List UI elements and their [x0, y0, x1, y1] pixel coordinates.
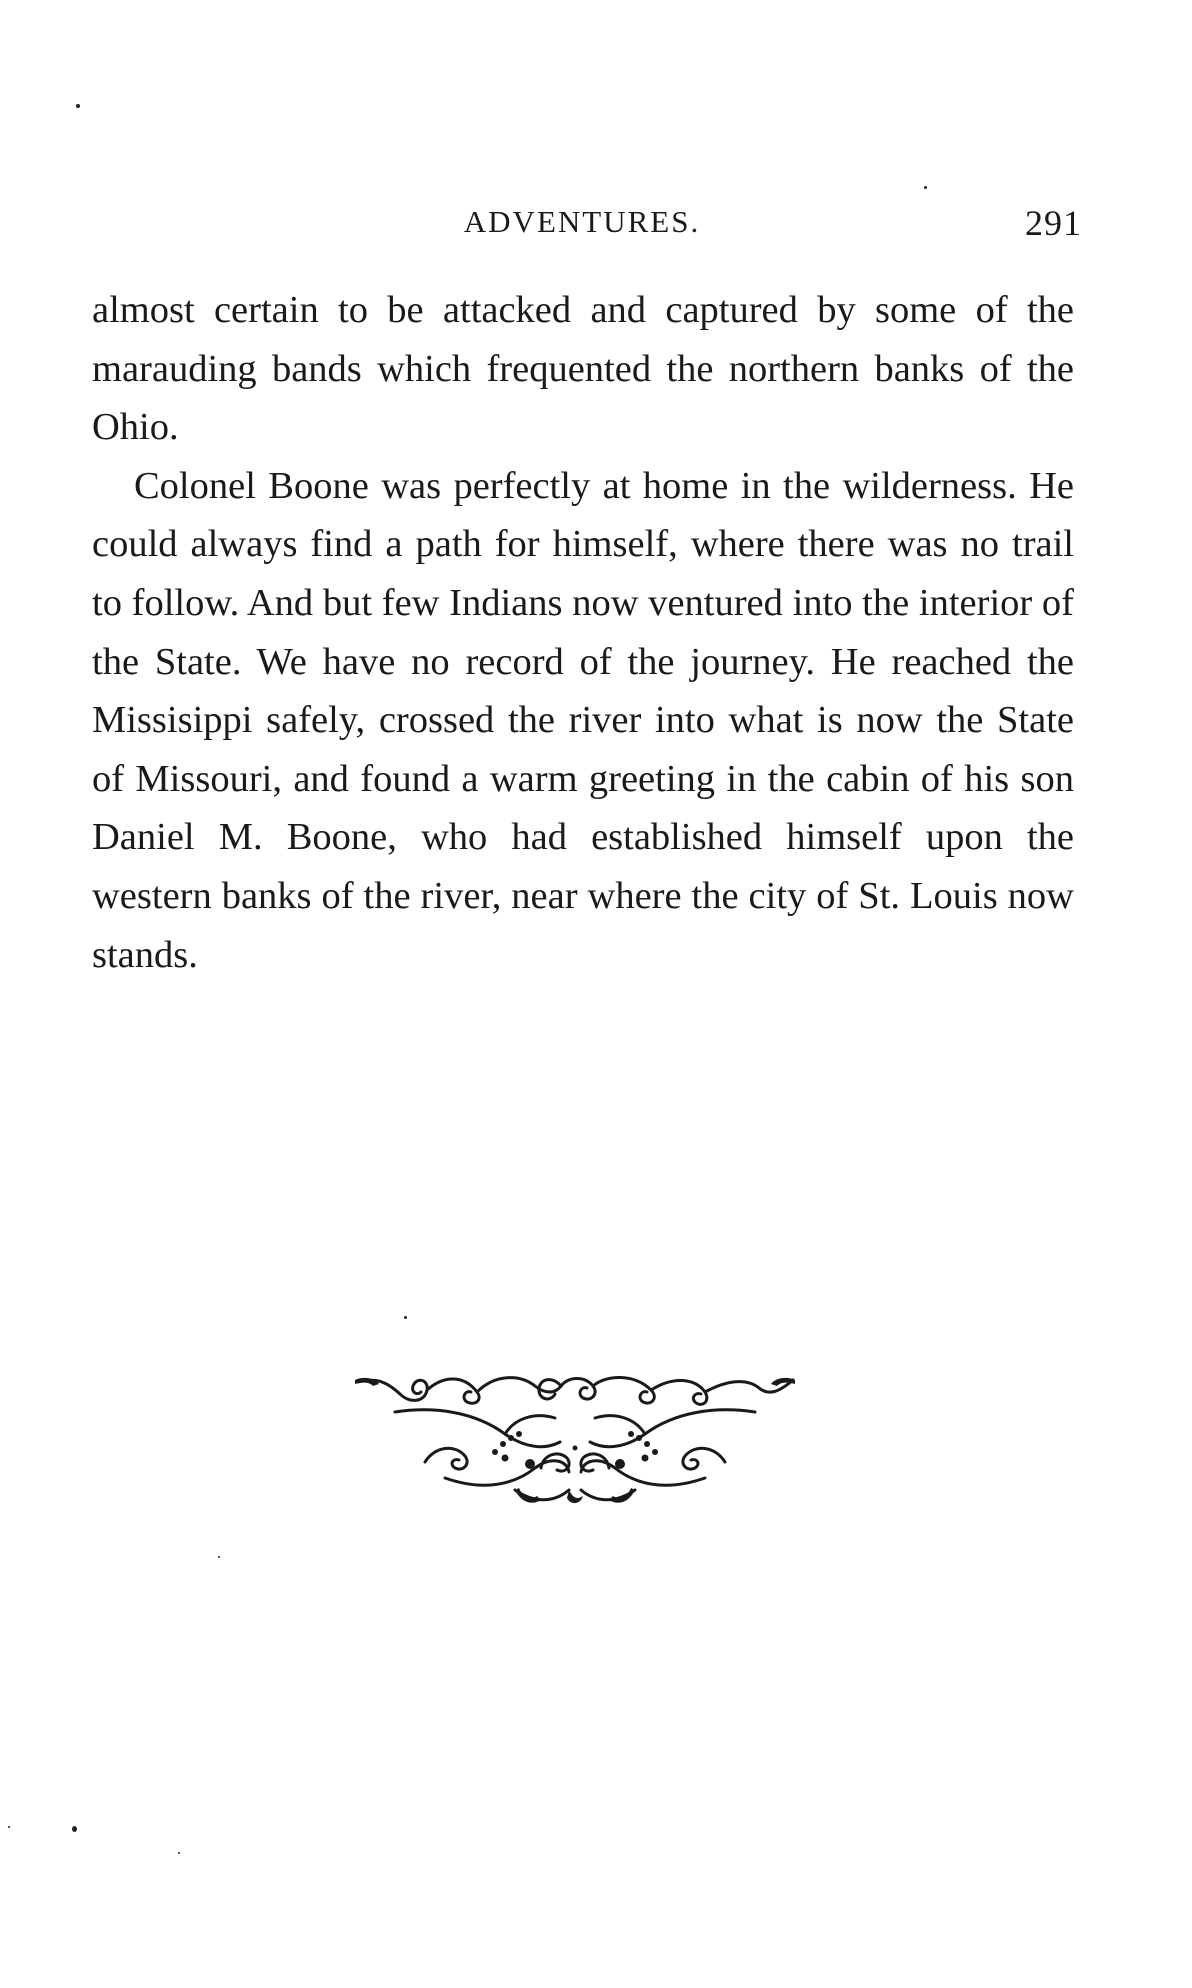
scan-speck — [8, 1826, 10, 1828]
scroll-flourish-ornament-icon — [355, 1372, 795, 1512]
running-head — [92, 204, 1082, 248]
page-number: 291 — [1025, 203, 1082, 243]
scan-speck — [218, 1556, 220, 1558]
scan-speck — [76, 104, 80, 108]
scan-speck — [178, 1852, 180, 1854]
scan-speck — [72, 1826, 77, 1832]
paragraph-boone-journey: Colonel Boone was perfectly at home in the wilderness. He could always find a path for himself, where there was no trail to follow. And but few Indians now ventured into the interior of the State. We have no record of the journey. He reached the Missisippi safely, crossed the river into what is now the State of Missouri, and found a warm greeting in the cabin of his son Daniel M. Boone, who had established himself upon the western banks of the river, near where the city of St. Louis now stands. — [92, 464, 1074, 976]
paragraph-continuation: almost certain to be attacked and captured by some of the marauding bands which frequented the northern banks of the Ohio. — [92, 289, 1074, 449]
scan-speck — [404, 1316, 407, 1319]
running-title: ADVENTURES. — [463, 204, 701, 239]
body-text — [92, 281, 1074, 984]
scan-speck — [924, 186, 927, 189]
